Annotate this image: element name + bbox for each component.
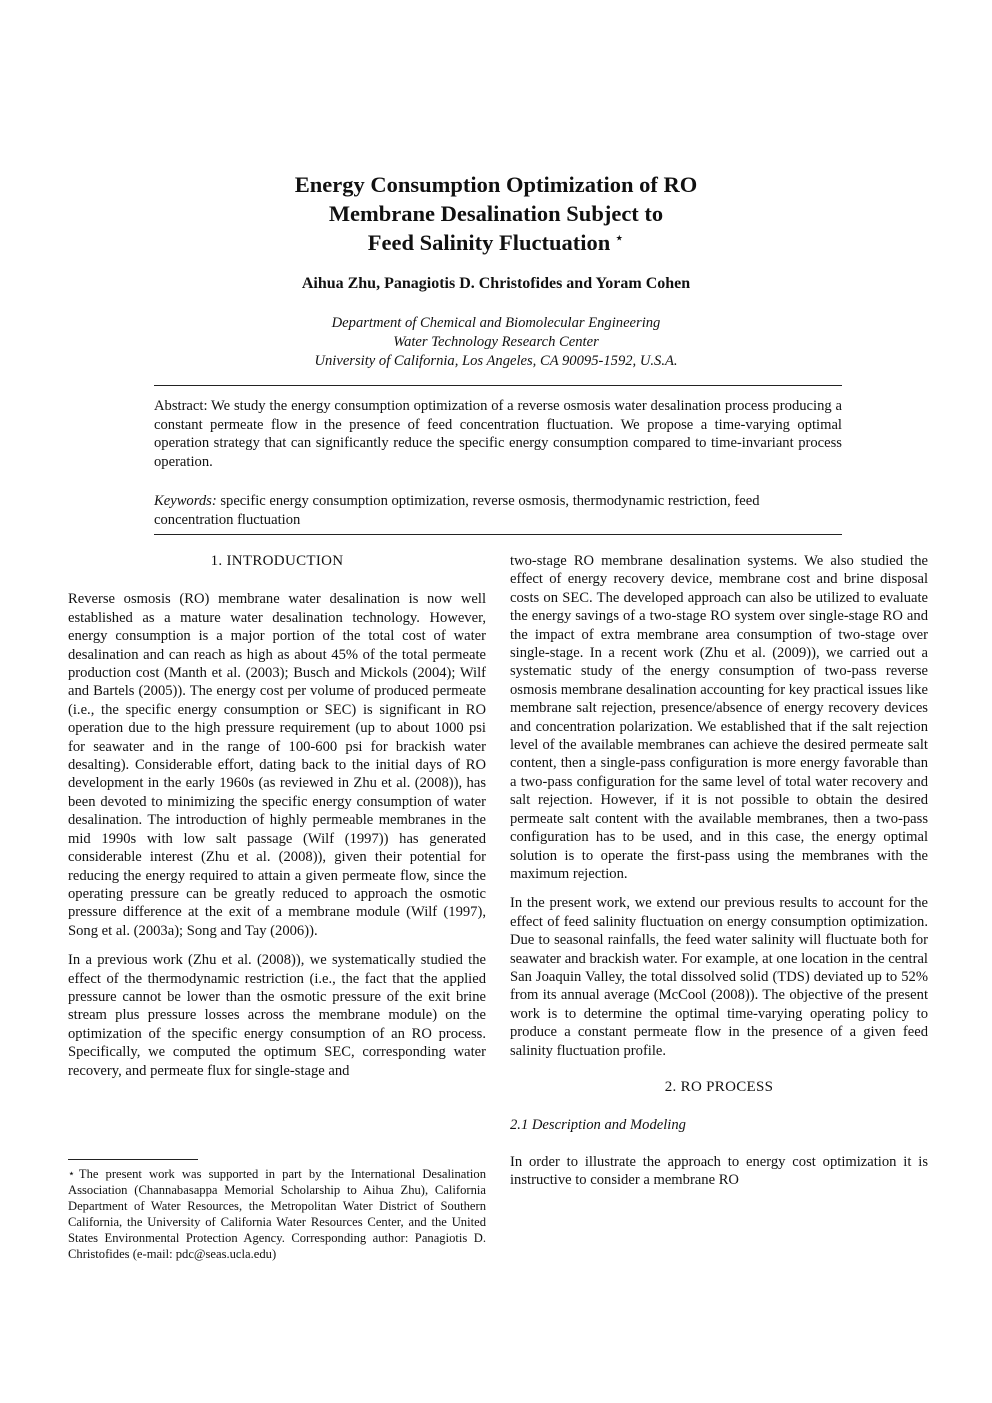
title-line-3 <box>150 228 842 257</box>
footnote-text: The present work was supported in part by the International Desalination Association (Channabasappa Memorial Scholarship to Aihua Zhu), California Department of Water Resources, the Metropolitan Water District of Southern California, the University of California Water Resources Center, and the United States Environmental Protection Agency. Corresponding author: Panagiotis D. Christofides (e-mail: pdc@seas.ucla.edu) <box>68 1167 486 1261</box>
title-line-1: Energy Consumption Optimization of RO <box>294 172 698 197</box>
affiliation <box>150 314 842 371</box>
abstract: Abstract: We study the energy consumption optimization of a reverse osmosis water desalination process producing a constant permeate flow in the presence of feed concentration fluctuation. We propose a time-varying optimal operation strategy that can significantly reduce the specific energy consumption compared to time-invariant process operation. <box>154 398 842 470</box>
section-1-heading: 1. INTRODUCTION <box>210 553 344 569</box>
subsection-2-1-heading: 2.1 Description and Modeling <box>510 1117 686 1134</box>
keywords-text: specific energy consumption optimization, reverse osmosis, thermodynamic restriction, feed concentration fluctuation <box>154 493 760 528</box>
right-paragraph-3: In order to illustrate the approach to energy cost optimization it is instructive to consider a membrane RO <box>510 1153 928 1189</box>
authors: Aihua Zhu, Panagiotis D. Christofides and Yoram Cohen <box>301 275 691 292</box>
footnote-rule <box>68 1159 198 1160</box>
affiliation-line-2: Water Technology Research Center <box>393 334 599 350</box>
keywords <box>154 492 842 529</box>
affiliation-line-1: Department of Chemical and Biomolecular Engineering <box>331 315 661 331</box>
affiliation-line-3: University of California, Los Angeles, CA 90095-1592, U.S.A. <box>314 353 678 369</box>
abstract-top-rule <box>154 385 842 386</box>
title-line-2: Membrane Desalination Subject to <box>328 201 664 226</box>
abstract-bottom-rule <box>154 534 842 535</box>
keywords-label: Keywords: <box>154 493 217 509</box>
footnote-mark: ⋆ <box>68 1168 75 1180</box>
intro-paragraph-2: In a previous work (Zhu et al. (2008)), we systematically studied the effect of the thermodynamic restriction (i.e., the fact that the applied pressure cannot be lower than the osmotic pressure of the exit brine stream plus pressure losses across the membrane module) on the optimization of the specific energy consumption of an RO process. Specifically, we computed the optimum SEC, corresponding water recovery, and permeate flux for single-stage and <box>68 952 486 1079</box>
right-paragraph-2: In the present work, we extend our previous results to account for the effect of feed salinity fluctuation on energy consumption optimization. Due to seasonal rainfalls, the feed water salinity will fluctuate both for seawater and brackish water. For example, at one location in the central San Joaquin Valley, the total dissolved solid (TDS) deviated up to 52% from its annual average (McCool (2008)). The objective of the present work is to determine the optimal time-varying operating policy to produce a constant permeate flow in the presence of a given feed salinity fluctuation profile. <box>510 895 928 1059</box>
intro-paragraph-1: Reverse osmosis (RO) membrane water desalination is now well established as a mature water desalination technology. However, energy consumption is a major portion of the total cost of water desalination and can reach as high as about 45% of the total permeate production cost (Manth et al. (2003); Busch and Mickols (2004); Wilf and Bartels (2005)). The energy cost per volume of produced permeate (i.e., the specific energy consumption or SEC) is significant in RO operation due to the high pressure requirement (up to about 1000 psi for seawater and in the range of 100-600 psi for brackish water desalting). Considerable effort, dating back to the initial days of RO development in the early 1960s (as reviewed in Zhu et al. (2008)), has been devoted to minimizing the specific energy consumption of water desalination. The introduction of highly permeable membranes in the mid 1990s with low salt passage (Wilf (1997)) has generated considerable interest (Zhu et al. (2008)), given their potential for reducing the energy required to attain a given permeate flow, since the operating pressure can be greatly reduced to approach the osmotic pressure difference at the exit of a membrane module (Wilf (1997), Song et al. (2003a); Song and Tay (2006)). <box>68 591 486 939</box>
paper-title <box>150 170 842 257</box>
right-column <box>510 552 928 1201</box>
footnote <box>68 1166 486 1262</box>
right-paragraph-1: two-stage RO membrane desalination systems. We also studied the effect of energy recovery device, membrane cost and brine disposal costs on SEC. The developed approach can also be utilized to evaluate the energy savings of a two-stage RO system over single-stage RO and the impact of extra membrane area consumption of two-stage over single-stage. In a recent work (Zhu et al. (2009)), we carried out a systematic study of the energy consumption of two-pass reverse osmosis membrane desalination accounting for key practical issues like membrane salt rejection, presence/absence of energy recovery devices and concentration polarization. We established that if the salt rejection level of the available membranes can achieve the desired permeate salt content, then a single-pass configuration is more energy favorable than a two-pass configuration for the same level of total water recovery and salt rejection. However, if it is not possible to obtain the desired permeate salt content with the available membranes, then a two-pass configuration has to be used, and in this case, the energy optimal solution is to operate the first-pass using the membranes with the maximum rejection. <box>510 553 928 882</box>
section-2-heading: 2. RO PROCESS <box>664 1078 774 1095</box>
left-column <box>68 552 486 1091</box>
title-line-3-text: Feed Salinity Fluctuation <box>367 230 611 255</box>
title-footnote-mark: ⋆ <box>614 230 625 247</box>
